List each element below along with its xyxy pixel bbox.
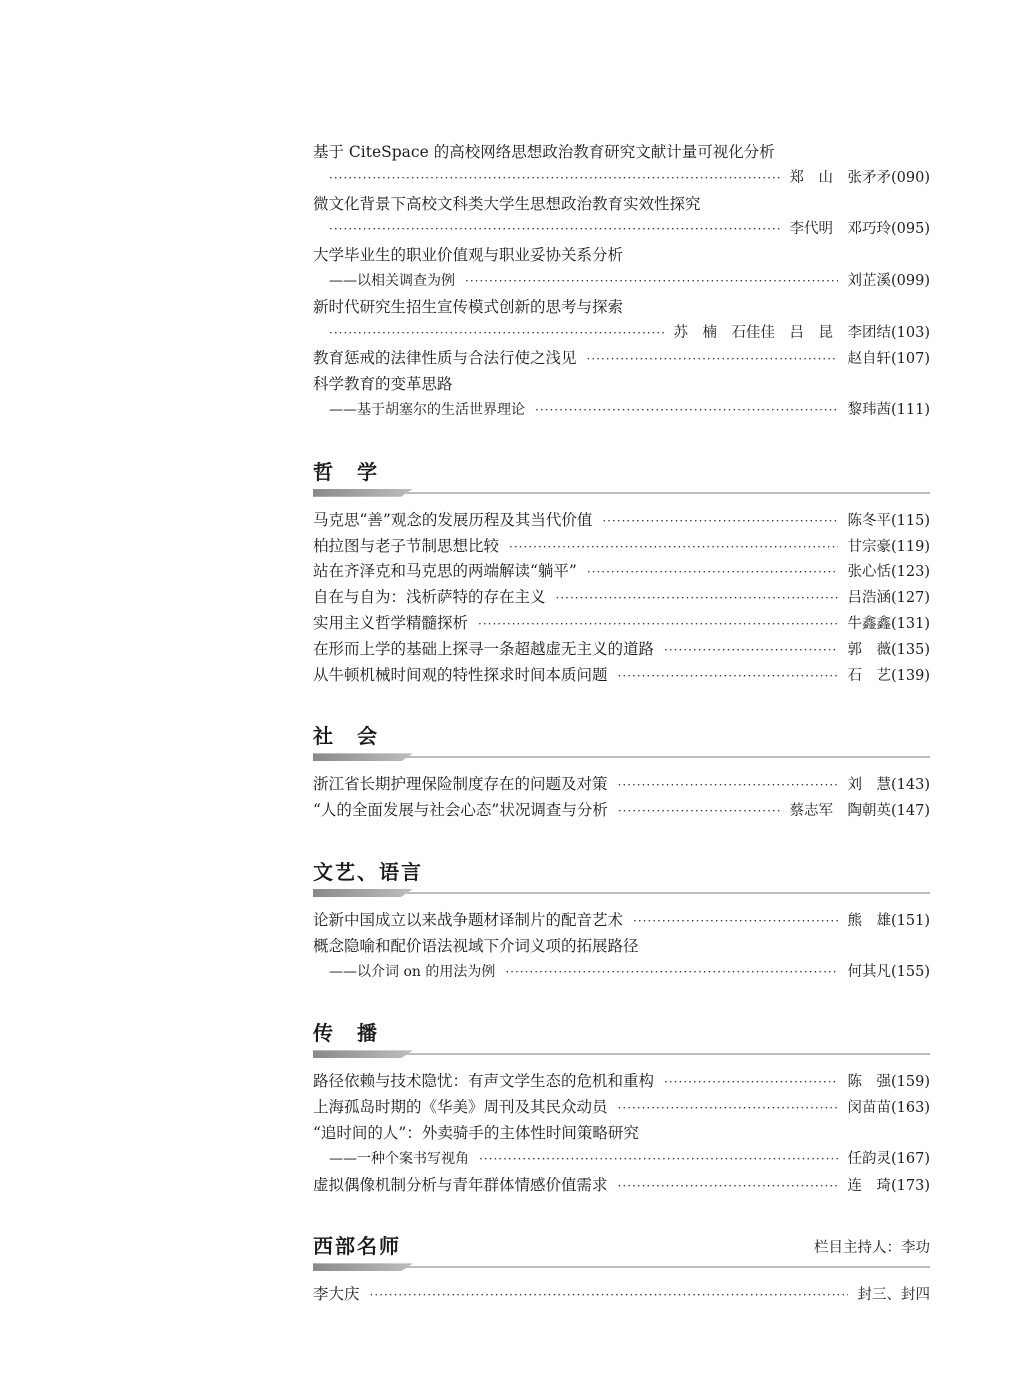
section-header [313, 448, 930, 500]
section-rule-tab [313, 1263, 413, 1271]
entry-authors: 连 琦(173) [847, 1177, 930, 1194]
toc-entry [313, 637, 930, 663]
toc-entry [313, 585, 930, 611]
dot-leader [664, 1070, 837, 1096]
section-rule-tab [313, 489, 413, 497]
entry-title: 概念隐喻和配价语法视域下介词义项的拓展路径 [313, 936, 639, 955]
toc-entry [313, 1173, 930, 1199]
dot-leader [618, 773, 838, 799]
entry-authors: 牛鑫鑫(131) [847, 615, 930, 632]
entry-title: ——以相关调查为例 [329, 272, 455, 289]
dot-leader [618, 799, 780, 825]
dot-leader [505, 960, 837, 986]
toc-entry [313, 1069, 930, 1095]
dot-leader [465, 269, 838, 295]
toc-entry [313, 772, 930, 798]
entry-authors: 熊 雄(151) [847, 912, 930, 929]
toc-entry [313, 372, 930, 398]
entry-authors: 任韵灵(167) [847, 1150, 930, 1167]
entry-title: 论新中国成立以来战争题材译制片的配音艺术 [313, 910, 624, 929]
entry-title: 李大庆 [313, 1285, 360, 1304]
section-header [313, 1009, 930, 1061]
dot-leader [618, 664, 838, 690]
section-rule-tab [313, 753, 413, 761]
entry-authors: 封三、封四 [857, 1287, 930, 1304]
dot-leader [602, 509, 837, 535]
entry-authors: 张心恬(123) [847, 564, 930, 581]
toc-entry [313, 1121, 930, 1147]
table-of-contents [313, 140, 930, 1308]
entry-title: 在形而上学的基础上探寻一条超越虚无主义的道路 [313, 639, 655, 658]
entry-title: 教育惩戒的法律性质与合法行使之浅见 [313, 349, 577, 368]
entry-title: “人的全面发展与社会心态”状况调查与分析 [313, 801, 608, 820]
entry-title: 自在与自为：浅析萨特的存在主义 [313, 588, 546, 607]
toc-entry [313, 934, 930, 960]
entry-title: 大学毕业生的职业价值观与职业妥协关系分析 [313, 246, 624, 265]
section-host: 栏目主持人：李功 [814, 1240, 930, 1257]
toc-sections [313, 448, 930, 1308]
dot-leader [633, 909, 837, 935]
dot-leader [587, 560, 838, 586]
dot-leader [587, 347, 838, 373]
dot-leader [370, 1283, 848, 1309]
section-entries [313, 772, 930, 824]
toc-entry [313, 559, 930, 585]
dot-leader [556, 586, 838, 612]
entry-title: “追时间的人”：外卖骑手的主体性时间策略研究 [313, 1123, 639, 1142]
entry-title: 基于 CiteSpace 的高校网络思想政治教育研究文献计量可视化分析 [313, 143, 775, 161]
dot-leader [509, 535, 837, 561]
entry-title: 上海孤岛时期的《华美》周刊及其民众动员 [313, 1098, 608, 1117]
entry-authors: 黎玮茜(111) [847, 401, 930, 418]
dot-leader [535, 398, 838, 424]
entry-authors: 吕浩涵(127) [847, 590, 930, 607]
entry-authors: 刘芷溪(099) [847, 272, 930, 289]
entry-title: 马克思“善”观念的发展历程及其当代价值 [313, 510, 593, 529]
section-rule-tab [313, 1050, 413, 1058]
dot-leader [329, 321, 664, 347]
entry-title: ——一种个案书写视角 [329, 1150, 469, 1167]
toc-entry [313, 663, 930, 689]
toc-entry [313, 295, 930, 321]
dot-leader [329, 166, 780, 192]
section-title: 哲 学 [313, 459, 379, 484]
section-rule-tab [313, 889, 413, 897]
toc-entry [313, 508, 930, 534]
toc-entry [313, 611, 930, 637]
toc-entry [313, 140, 930, 166]
entry-title: 微文化背景下高校文科类大学生思想政治教育实效性探究 [313, 194, 701, 213]
entry-title: 虚拟偶像机制分析与青年群体情感价值需求 [313, 1175, 608, 1194]
toc-entry [313, 798, 930, 824]
toc-entry [313, 243, 930, 269]
entry-authors: 蔡志军 陶朝英(147) [789, 803, 930, 820]
dot-leader [479, 1147, 838, 1173]
section-entries [313, 908, 930, 985]
section-title: 文艺、语言 [313, 859, 423, 884]
dot-leader [329, 217, 780, 243]
entry-authors: 甘宗豪(119) [847, 538, 930, 555]
entry-title: 浙江省长期护理保险制度存在的问题及对策 [313, 775, 608, 794]
toc-entry [313, 217, 930, 243]
toc-entry [313, 269, 930, 295]
section-entries [313, 1069, 930, 1198]
entry-authors: 石 艺(139) [847, 667, 930, 684]
section-entries [313, 508, 930, 689]
section-header [313, 712, 930, 764]
intro-entries [313, 140, 930, 424]
dot-leader [478, 612, 837, 638]
toc-entry [313, 960, 930, 986]
entry-authors: 郑 山 张矛矛(090) [789, 169, 930, 186]
entry-title: 从牛顿机械时间观的特性探求时间本质问题 [313, 665, 608, 684]
entry-authors: 陈 强(159) [847, 1074, 930, 1091]
section-header [313, 1222, 930, 1274]
entry-authors: 苏 楠 石佳佳 吕 昆 李团结(103) [673, 324, 930, 341]
toc-entry [313, 321, 930, 347]
entry-authors: 何其凡(155) [847, 963, 930, 980]
entry-authors: 郭 薇(135) [847, 641, 930, 658]
entry-title: 科学教育的变革思路 [313, 375, 453, 394]
toc-entry [313, 166, 930, 192]
entry-authors: 刘 慧(143) [847, 777, 930, 794]
toc-entry [313, 1095, 930, 1121]
dot-leader [664, 638, 837, 664]
dot-leader [618, 1096, 838, 1122]
toc-entry [313, 398, 930, 424]
toc-entry [313, 1147, 930, 1173]
section-title: 西部名师 [313, 1234, 401, 1259]
toc-entry [313, 346, 930, 372]
entry-title: 站在齐泽克和马克思的两端解读“躺平” [313, 562, 577, 581]
entry-title: ——以介词 on 的用法为例 [329, 963, 496, 980]
section-entries [313, 1282, 930, 1308]
dot-leader [618, 1174, 838, 1200]
toc-entry [313, 192, 930, 218]
entry-title: 实用主义哲学精髓探析 [313, 613, 469, 632]
toc-entry [313, 1282, 930, 1308]
section-title: 传 播 [313, 1021, 379, 1046]
entry-title: 柏拉图与老子节制思想比较 [313, 536, 500, 555]
entry-authors: 李代明 邓巧玲(095) [789, 221, 930, 238]
entry-authors: 闵苗苗(163) [847, 1100, 930, 1117]
section-title: 社 会 [313, 724, 379, 749]
entry-title: ——基于胡塞尔的生活世界理论 [329, 401, 525, 418]
toc-entry [313, 534, 930, 560]
entry-title: 新时代研究生招生宣传模式创新的思考与探索 [313, 297, 624, 316]
toc-entry [313, 908, 930, 934]
entry-title: 路径依赖与技术隐忧：有声文学生态的危机和重构 [313, 1072, 655, 1091]
entry-authors: 赵自轩(107) [847, 351, 930, 368]
entry-authors: 陈冬平(115) [847, 512, 930, 529]
section-header [313, 848, 930, 900]
